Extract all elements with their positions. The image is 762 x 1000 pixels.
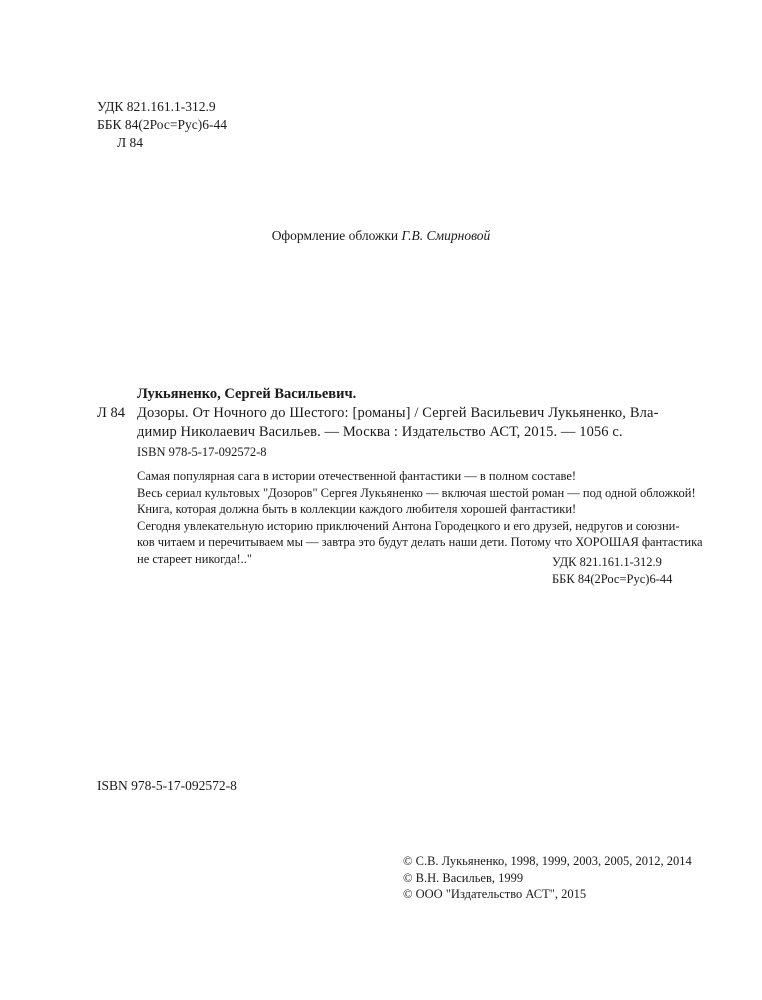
copyright-line: © ООО "Издательство АСТ", 2015 <box>403 887 587 901</box>
bibliographic-author-mark: Л 84 <box>97 405 125 421</box>
bbk-code: ББК 84(2Рос=Рус)6-44 <box>552 572 673 586</box>
udk-code: УДК 821.161.1-312.9 <box>552 555 662 569</box>
cover-designer-name: Г.В. Смирновой <box>401 228 491 243</box>
copyright-line: © С.В. Лукьяненко, 1998, 1999, 2003, 2005, 2012, 2014 <box>403 854 692 868</box>
annotation-line: не стареет никогда!.." <box>137 551 253 566</box>
top-classification-codes <box>97 98 227 152</box>
bibliographic-author: Лукьяненко, Сергей Васильевич. <box>137 386 357 402</box>
annotation-line: Сегодня увлекательную историю приключений Антона Городецкого и его друзей, недругов и союзни- <box>137 518 680 533</box>
annotation <box>137 468 703 567</box>
annotation-line: Книга, которая должна быть в коллекции каждого любителя хорошей фантастики! <box>137 502 577 516</box>
bibliographic-isbn: ISBN 978-5-17-092572-8 <box>137 445 267 459</box>
annotation-line: ков читаем и перечитываем мы — завтра это будут делать наши дети. Потому что ХОРОШАЯ фантастика <box>137 535 703 549</box>
isbn: ISBN 978-5-17-092572-8 <box>97 778 237 793</box>
bbk-code: ББК 84(2Рос=Рус)6-44 <box>97 117 227 132</box>
cover-credit-prefix: Оформление обложки <box>271 228 402 243</box>
cover-design-credit <box>0 228 762 244</box>
annotation-line: Самая популярная сага в истории отечественной фантастики — в полном составе! <box>137 469 577 483</box>
bibliographic-title-line-2: димир Николаевич Васильев. — Москва : Издательство АСТ, 2015. — 1056 с. <box>137 424 623 440</box>
bibliographic-title-line-1: Дозоры. От Ночного до Шестого: [романы] / Сергей Васильевич Лукьяненко, Вла- <box>137 405 659 421</box>
right-classification-codes <box>552 554 672 588</box>
copyright-block <box>403 853 692 903</box>
copyright-line: © В.Н. Васильев, 1999 <box>403 870 524 885</box>
annotation-line: Весь сериал культовых "Дозоров" Сергея Лукьяненко — включая шестой роман — под одной обложкой! <box>137 485 696 500</box>
udk-code: УДК 821.161.1-312.9 <box>97 99 216 114</box>
author-mark: Л 84 <box>117 135 144 150</box>
